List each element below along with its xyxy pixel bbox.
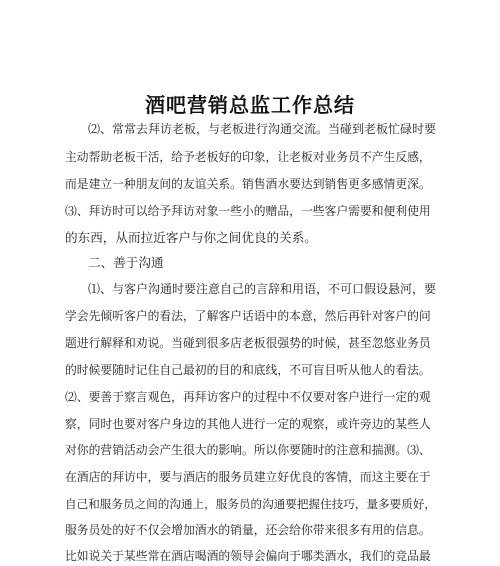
paragraph-line: 察，同时也要对客户身边的其他人进行一定的观察，或许旁边的某些人 [65, 417, 431, 431]
paragraph-line: ⑴、与客户沟通时要注意自己的言辞和用语，不可口假设悬河，要 [88, 282, 437, 296]
paragraph-line: 而是建立一种朋友间的友谊关系。销售酒水要达到销售更多感情更深。 [65, 177, 431, 191]
paragraph-line: 主动帮助老板干活，给予老板好的印象，让老板对业务员不产生反感， [65, 150, 431, 164]
paragraph-line: 学会先倾听客户的看法，了解客户话语中的本意，然后再针对客户的问 [65, 309, 431, 323]
paragraph-line: ⑶、拜访时可以给予拜访对象一些小的赠品，一些客户需要和便利使用 [65, 204, 431, 218]
paragraph-line: 的东西，从而拉近客户与你之间优良的关系。 [65, 230, 317, 245]
paragraph-line: 对你的营销活动会产生很大的影响。所以你要随时的注意和揣测。⑶、 [65, 443, 431, 457]
document-title: 酒吧营销总监工作总结 [145, 93, 355, 117]
paragraph-line: 比如说关于某些常在酒店喝酒的领导会偏向于哪类酒水，我们的竞品最 [65, 549, 431, 563]
section-heading: 二、善于沟通 [88, 255, 164, 270]
paragraph-line: ⑵、要善于察言观色，再拜访客户的过程中不仅要对客户进行一定的观 [65, 390, 431, 404]
paragraph-line: 题进行解释和劝说。当碰到很多店老板很强势的时候，甚至忽悠业务员 [65, 336, 431, 350]
paragraph-line: ⑵、常常去拜访老板，与老板进行沟通交流。当碰到老板忙碌时要 [88, 122, 437, 136]
paragraph-line: 自己和服务员之间的沟通上，服务员的沟通要把握住技巧，量多要质好， [65, 497, 437, 511]
paragraph-line: 的时候要随时记住自己最初的目的和底线，不可盲目听从他人的看法。 [65, 363, 431, 377]
paragraph-line: 服务员处的好不仅会增加酒水的销量，还会给你带来很多有用的信息。 [65, 523, 431, 537]
paragraph-line: 在酒店的拜访中，要与酒店的服务员建立好优良的客情，而这主要在于 [65, 470, 431, 484]
